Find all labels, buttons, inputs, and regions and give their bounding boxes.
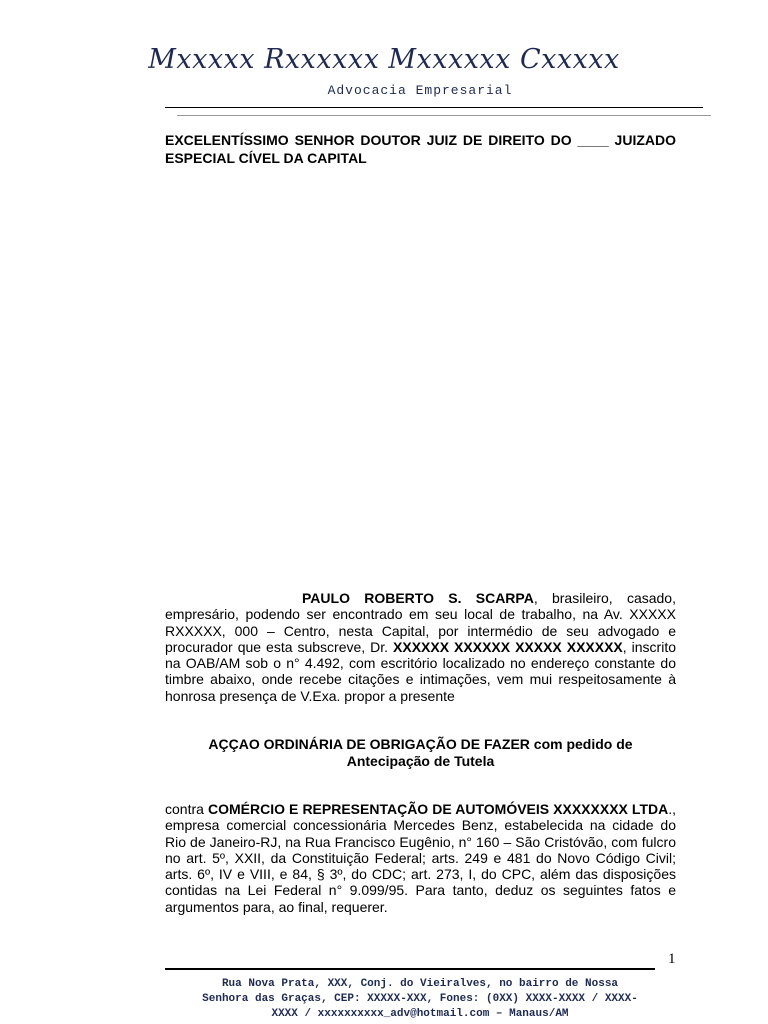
footer-line1: Rua Nova Prata, XXX, Conj. do Vieiralves, no bairro de Nossa xyxy=(221,978,619,990)
defendant-name: COMÉRCIO E REPRESENTAÇÃO DE AUTOMÓVEIS XXXXXXXX LTDA xyxy=(207,801,669,817)
defendant-text: ., empresa comercial concessionária Mercedes Benz, estabelecida na cidade do Rio de Janeiro-RJ, na Rua Francisco Eugênio, n° 160 – São Cristóvão, com fulcro no art. 5º, XXII, da Constituição Federal; arts. 249 e 481 do Novo Código Civil; arts. 6º, IV e VIII, e 84, § 3º, do CDC; art. 273, I, do CPC, além das disposições contidas na Lei Federal n° 9.099/95. Para tanto, deduz os seguintes fatos e argumentos para, ao final, requerer. xyxy=(165,801,676,915)
addressee-heading: EXCELENTÍSSIMO SENHOR DOUTOR JUIZ DE DIREITO DO ____ JUIZADO ESPECIAL CÍVEL DA CAPITAL xyxy=(165,132,676,166)
header-rule-secondary xyxy=(177,115,711,116)
qualification-paragraph xyxy=(165,590,676,704)
action-title-line1: AÇÇAO ORDINÁRIA DE OBRIGAÇÃO DE FAZER com pedido de xyxy=(208,736,633,752)
action-title-line2: Antecipação de Tutela xyxy=(346,753,495,769)
footer-address xyxy=(160,977,680,1022)
qualification-text-a: , brasileiro, casado, empresário, podendo ser encontrado em seu local de trabalho, na Av. XXXXX RXXXXX, 000 – Centro, nesta Capital, por intermédio de seu advogado e procurador que esta subscreve, Dr. xyxy=(165,590,676,655)
footer-line2: Senhora das Graças, CEP: XXXXX-XXX, Fones: (0XX) XXXX-XXXX / XXXX- xyxy=(202,993,638,1005)
defendant-paragraph xyxy=(165,801,676,915)
defendant-prefix: contra xyxy=(165,801,208,817)
plaintiff-name: PAULO ROBERTO S. SCARPA xyxy=(302,590,534,606)
page-number: 1 xyxy=(668,951,676,967)
lawyer-name: XXXXXX XXXXXX XXXXX XXXXXX xyxy=(393,638,623,655)
footer-rule xyxy=(165,968,655,970)
letterhead-name: Mxxxxx Rxxxxxx Mxxxxxx Cxxxxx xyxy=(148,44,620,75)
qualification-text-b: , inscrito na OAB/AM sob o n° 4.492, com escritório localizado no endereço constante do timbre abaixo, onde recebe citações e intimações, vem mui respeitosamente à honrosa presença de V.Exa. propor a presente xyxy=(165,638,677,704)
letterhead-subtitle: Advocacia Empresarial xyxy=(327,83,513,98)
footer-line3: XXXX / xxxxxxxxxx_adv@hotmail.com – Manaus/AM xyxy=(271,1008,569,1020)
action-title xyxy=(165,736,676,770)
header-rule xyxy=(165,107,703,108)
